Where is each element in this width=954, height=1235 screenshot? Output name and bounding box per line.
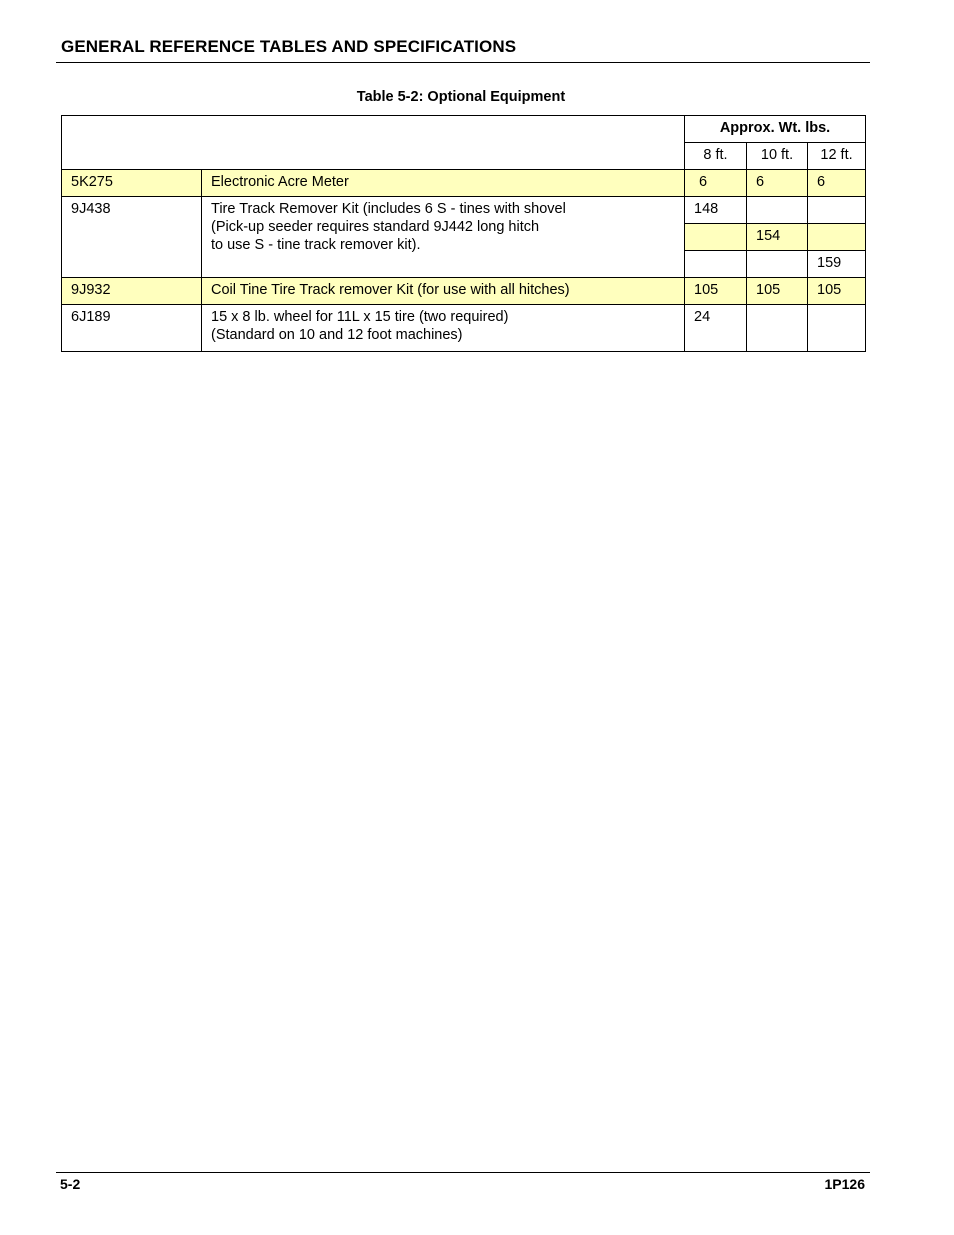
- weight-8ft-cell: 6: [685, 170, 747, 197]
- part-number-cell: 9J932: [62, 278, 202, 305]
- description-cell: [202, 197, 685, 278]
- weight-8ft-cell: 148: [685, 197, 747, 224]
- page-number: 5-2: [60, 1176, 81, 1192]
- weight-12ft-cell: 105: [808, 278, 866, 305]
- description-line: Tire Track Remover Kit (includes 6 S - tines with shovel: [211, 201, 566, 217]
- optional-equipment-table: [61, 115, 866, 352]
- blank-header-cell: [62, 116, 685, 170]
- table-row: [62, 197, 866, 224]
- description-line: to use S - tine track remover kit).: [211, 237, 421, 253]
- table-header-row: [62, 116, 866, 143]
- weight-8ft-empty-cell: [685, 251, 747, 278]
- part-number-cell: 6J189: [62, 305, 202, 352]
- weight-8ft-cell: 105: [685, 278, 747, 305]
- page-header: [56, 37, 870, 63]
- part-number-cell: 9J438: [62, 197, 202, 278]
- weight-group-header: Approx. Wt. lbs.: [685, 116, 866, 143]
- document-code: 1P126: [824, 1176, 865, 1192]
- description-line: (Pick-up seeder requires standard 9J442 long hitch: [211, 219, 540, 235]
- weight-12ft-empty-cell: [808, 197, 866, 224]
- weight-12ft-cell: 159: [808, 251, 866, 278]
- description-cell: Electronic Acre Meter: [202, 170, 685, 197]
- weight-8ft-cell: 24: [685, 305, 747, 352]
- description-line: 15 x 8 lb. wheel for 11L x 15 tire (two required): [211, 309, 509, 325]
- table-caption: Table 5-2: Optional Equipment: [356, 89, 566, 105]
- weight-12ft-cell: [808, 305, 866, 352]
- weight-10ft-cell: [747, 305, 808, 352]
- weight-12ft-empty-cell: [808, 224, 866, 251]
- weight-10ft-cell: 6: [747, 170, 808, 197]
- weight-10ft-empty-cell: [747, 251, 808, 278]
- description-line: (Standard on 10 and 12 foot machines): [211, 327, 463, 343]
- column-header-8ft: 8 ft.: [685, 143, 747, 170]
- column-header-10ft: 10 ft.: [747, 143, 808, 170]
- part-number-cell: 5K275: [62, 170, 202, 197]
- weight-10ft-empty-cell: [747, 197, 808, 224]
- description-cell: [202, 305, 685, 352]
- description-cell: Coil Tine Tire Track remover Kit (for use with all hitches): [202, 278, 685, 305]
- weight-10ft-cell: 154: [747, 224, 808, 251]
- weight-12ft-cell: 6: [808, 170, 866, 197]
- page-footer: [56, 1172, 870, 1197]
- weight-10ft-cell: 105: [747, 278, 808, 305]
- table-row: [62, 305, 866, 352]
- table-row: [62, 170, 866, 197]
- table-row: [62, 278, 866, 305]
- column-header-12ft: 12 ft.: [808, 143, 866, 170]
- weight-8ft-empty-cell: [685, 224, 747, 251]
- page-title: GENERAL REFERENCE TABLES AND SPECIFICATIONS: [61, 37, 517, 56]
